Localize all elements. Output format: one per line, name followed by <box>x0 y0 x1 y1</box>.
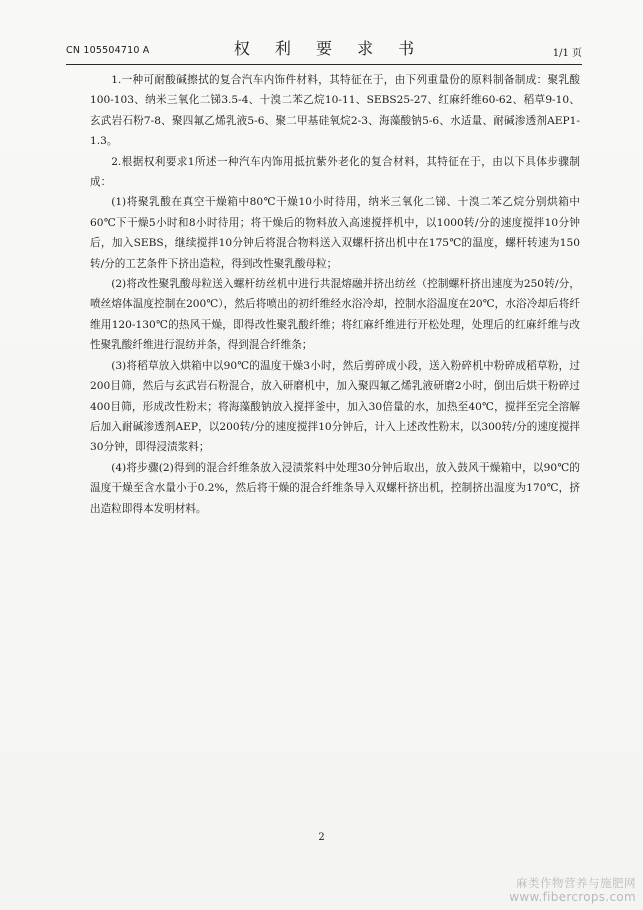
page-header <box>66 32 582 62</box>
publication-number: CN 105504710 A <box>66 45 150 56</box>
site-watermark <box>509 876 636 904</box>
claim-2-step-4: (4)将步骤(2)得到的混合纤维条放入浸渍浆料中处理30分钟后取出，放入鼓风干燥箱中，以90℃的温度干燥至含水量小于0.2%，然后将干燥的混合纤维条导入双螺杆挤出机，控制挤出温度为170℃，挤出造粒即得本发明材料。 <box>90 461 580 515</box>
claim-1: 1.一种可耐酸碱擦拭的复合汽车内饰件材料，其特征在于，由下列重量份的原料制备制成：聚乳酸100-103、纳米三氧化二锑3.5-4、十溴二苯乙烷10-11、SEBS25-27、红麻纤维60-62、稻草9-10、玄武岩石粉7-8、聚四氟乙烯乳液5-6、聚二甲基硅氧烷2-3、海藻酸钠5-6、水适量、耐碱渗透剂AEP1-1.3。 <box>90 74 580 148</box>
claim-2-step-3: (3)将稻草放入烘箱中以90℃的温度干燥3小时，然后剪碎成小段，送入粉碎机中粉碎成稻草粉，过200目筛，然后与玄武岩石粉混合，放入研磨机中，加入聚四氟乙烯乳液研磨2小时，倒出后烘干粉碎过400目筛，形成改性粉末；将海藻酸钠放入搅拌釜中，加入30倍量的水，加热至40℃，搅拌至完全溶解后加入耐碱渗透剂AEP，以200转/分的速度搅拌10分钟后，计入上述改性粉末，以300转/分的速度搅拌30分钟，即得浸渍浆料； <box>90 359 580 454</box>
watermark-url: www.fibercrops.com <box>509 890 636 904</box>
document-title: 权 利 要 求 书 <box>233 39 425 58</box>
header-divider <box>66 64 582 65</box>
claim-2-step-2: (2)将改性聚乳酸母粒送入螺杆纺丝机中进行共混熔融并挤出纺丝（控制螺杆挤出速度为250转/分，喷丝熔体温度控制在200℃），然后将喷出的初纤维经水浴冷却，控制水浴温度在20℃，水浴冷却后将纤维用120-130℃的热风干燥，即得改性聚乳酸纤维；将红麻纤维进行开松处理，处理后的红麻纤维与改性聚乳酸纤维进行混纺并条，得到混合纤维条； <box>90 278 580 352</box>
claims-body <box>90 70 580 519</box>
claim-2-intro: 2.根据权利要求1所述一种汽车内饰用抵抗紫外老化的复合材料，其特征在于，由以下具体步骤制成： <box>90 155 580 189</box>
claim-2-step-1: (1)将聚乳酸在真空干燥箱中80℃干燥10小时待用，纳米三氧化二锑、十溴二苯乙烷分别烘箱中60℃下干燥5小时和8小时待用；将干燥后的物料放入高速搅拌机中，以1000转/分的速度搅拌10分钟后，加入SEBS，继续搅拌10分钟后将混合物料送入双螺杆挤出机中在175℃的温度，螺杆转速为150转/分的工艺条件下挤出造粒，得到改性聚乳酸母粒； <box>90 196 580 270</box>
watermark-site-name: 麻类作物营养与施肥网 <box>516 876 636 890</box>
page-count: 1/1 页 <box>552 48 582 59</box>
page-number: 2 <box>318 832 325 843</box>
